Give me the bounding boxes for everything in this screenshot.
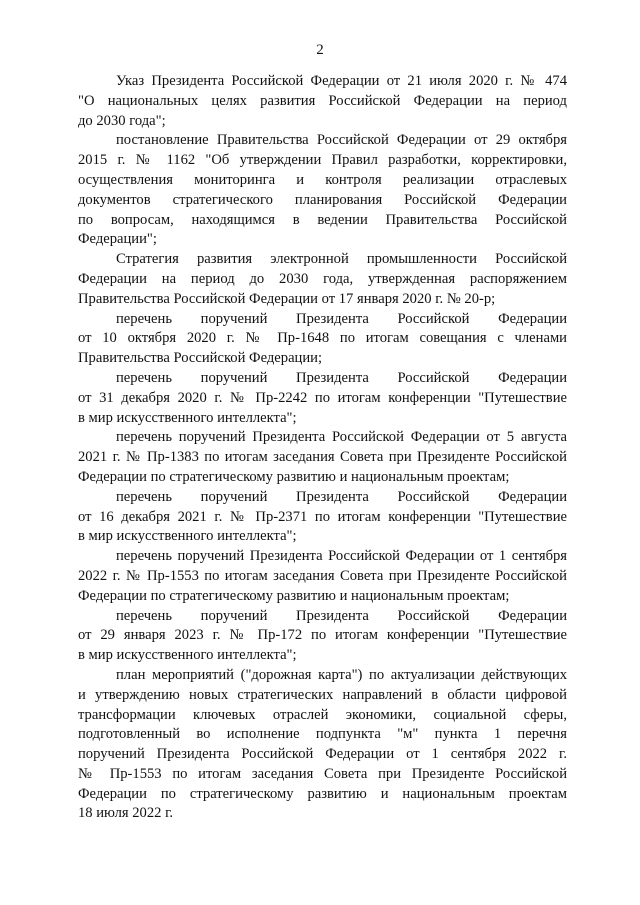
paragraph-line: 2015 г. № 1162 "Об утверждении Правил разработки, корректировки, xyxy=(78,152,567,169)
paragraph-line: от 31 декабря 2020 г. № Пр-2242 по итогам конференции "Путешествие xyxy=(78,389,567,406)
document-paragraph xyxy=(78,488,567,547)
paragraph-line: в мир искусственного интеллекта"; xyxy=(78,528,297,545)
paragraph-line: документов стратегического планирования Российской Федерации xyxy=(78,191,567,208)
paragraph-line: постановление Правительства Российской Федерации от 29 октября xyxy=(116,132,567,149)
paragraph-line: и утверждению новых стратегических направлений в области цифровой xyxy=(78,686,567,703)
paragraph-line: по вопросам, находящимся в ведении Правительства Российской xyxy=(78,211,567,228)
paragraph-line: осуществления мониторинга и контроля реализации отраслевых xyxy=(78,171,567,188)
paragraph-line: Федерации"; xyxy=(78,231,157,248)
paragraph-line: от 10 октября 2020 г. № Пр-1648 по итогам совещания с членами xyxy=(78,330,567,347)
document-paragraph xyxy=(78,428,567,487)
paragraph-line: подготовленный во исполнение подпункта "м" пункта 1 перечня xyxy=(78,726,567,743)
paragraph-line: план мероприятий ("дорожная карта") по актуализации действующих xyxy=(116,666,567,683)
paragraph-line: от 29 января 2023 г. № Пр-172 по итогам конференции "Путешествие xyxy=(78,627,567,644)
paragraph-line: перечень поручений Президента Российской Федерации от 1 сентября xyxy=(116,548,567,565)
paragraph-line: "О национальных целях развития Российской Федерации на период xyxy=(78,92,567,109)
document-paragraph xyxy=(78,666,567,824)
paragraph-line: 18 июля 2022 г. xyxy=(78,805,174,822)
document-paragraph xyxy=(78,131,567,250)
paragraph-line: от 16 декабря 2021 г. № Пр-2371 по итогам конференции "Путешествие xyxy=(78,508,567,525)
paragraph-line: Стратегия развития электронной промышленности Российской xyxy=(116,251,567,268)
paragraph-line: перечень поручений Президента Российской Федерации xyxy=(116,369,567,386)
paragraph-line: Федерации по стратегическому развитию и национальным проектам; xyxy=(78,468,510,485)
document-paragraph xyxy=(78,607,567,666)
paragraph-line: Указ Президента Российской Федерации от 21 июля 2020 г. № 474 xyxy=(116,73,567,89)
document-body xyxy=(78,72,567,824)
document-paragraph xyxy=(78,72,567,131)
paragraph-line: трансформации ключевых отраслей экономики, социальной сферы, xyxy=(78,706,567,723)
paragraph-line: перечень поручений Президента Российской Федерации от 5 августа xyxy=(116,429,567,446)
document-paragraph xyxy=(78,369,567,428)
paragraph-line: № Пр-1553 по итогам заседания Совета при Президенте Российской xyxy=(78,765,567,782)
paragraph-line: перечень поручений Президента Российской Федерации xyxy=(116,488,567,505)
paragraph-line: в мир искусственного интеллекта"; xyxy=(78,647,297,664)
paragraph-line: Федерации по стратегическому развитию и национальным проектам; xyxy=(78,587,510,604)
paragraph-line: до 2030 года"; xyxy=(78,112,166,129)
document-paragraph xyxy=(78,250,567,309)
document-paragraph xyxy=(78,310,567,369)
paragraph-line: Федерации по стратегическому развитию и национальным проектам xyxy=(78,785,567,802)
paragraph-line: 2021 г. № Пр-1383 по итогам заседания Совета при Президенте Российской xyxy=(78,449,567,466)
paragraph-line: в мир искусственного интеллекта"; xyxy=(78,409,297,426)
paragraph-line: Федерации на период до 2030 года, утвержденная распоряжением xyxy=(78,270,567,287)
paragraph-line: поручений Президента Российской Федерации от 1 сентября 2022 г. xyxy=(78,746,567,763)
paragraph-line: 2022 г. № Пр-1553 по итогам заседания Совета при Президенте Российской xyxy=(78,567,567,584)
page-number: 2 xyxy=(316,42,324,58)
paragraph-line: Правительства Российской Федерации от 17 января 2020 г. № 20-р; xyxy=(78,290,496,307)
paragraph-line: перечень поручений Президента Российской Федерации xyxy=(116,607,567,624)
paragraph-line: перечень поручений Президента Российской Федерации xyxy=(116,310,567,327)
paragraph-line: Правительства Российской Федерации; xyxy=(78,350,323,367)
document-paragraph xyxy=(78,547,567,606)
